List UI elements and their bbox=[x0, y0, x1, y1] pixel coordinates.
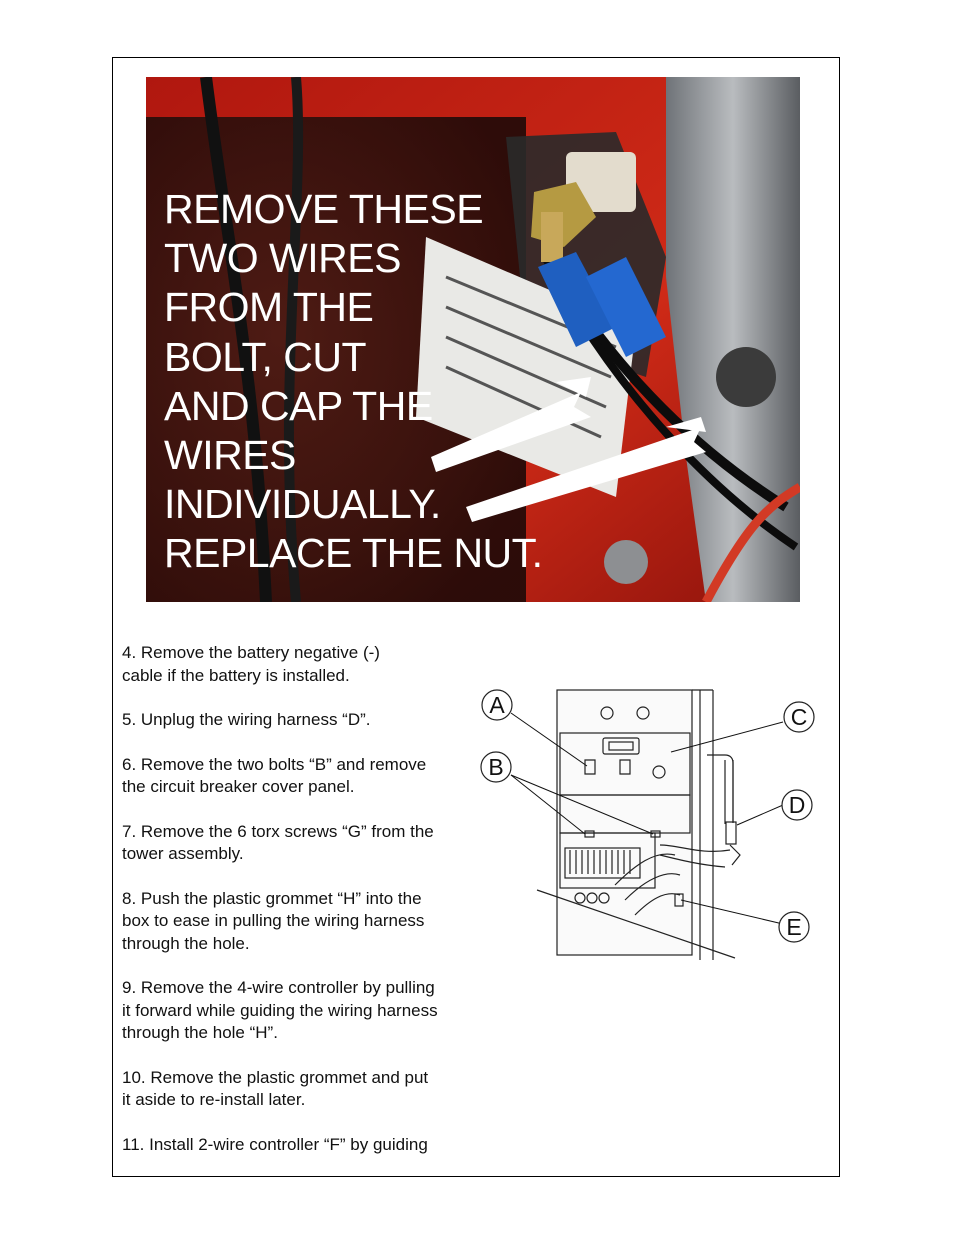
caption-line: FROM THE bbox=[164, 284, 374, 331]
controller-diagram bbox=[475, 680, 820, 970]
caption-line: INDIVIDUALLY. bbox=[164, 481, 441, 528]
step-6: 6. Remove the two bolts “B” and remove the circuit breaker cover panel. bbox=[122, 754, 427, 796]
step-8: 8. Push the plastic grommet “H” into the box to ease in pulling the wiring harness through the hole. bbox=[122, 888, 425, 953]
callout-label-b: B bbox=[488, 754, 504, 780]
caption-line: WIRES bbox=[164, 432, 296, 479]
caption-line: REMOVE THESE bbox=[164, 186, 484, 232]
caption-line: BOLT, CUT bbox=[164, 333, 367, 380]
diagram-drawing bbox=[475, 680, 820, 970]
step-7: 7. Remove the 6 torx screws “G” from the tower assembly. bbox=[122, 821, 434, 863]
caption-line: TWO WIRES bbox=[164, 235, 401, 282]
caption-line: REPLACE THE NUT. bbox=[164, 530, 543, 577]
step-4: 4. Remove the battery negative (-) cable if the battery is installed. bbox=[122, 643, 380, 685]
instruction-steps bbox=[122, 642, 477, 1178]
callout-label-a: A bbox=[489, 692, 505, 718]
photo-caption bbox=[164, 185, 584, 579]
callout-label-e: E bbox=[786, 914, 802, 940]
step-9: 9. Remove the 4-wire controller by pulling it forward while guiding the wiring harness through the hole “H”. bbox=[122, 978, 438, 1042]
step-10: 10. Remove the plastic grommet and put it aside to re-install later. bbox=[122, 1067, 429, 1109]
wiring-photo bbox=[146, 77, 800, 602]
step-5: 5. Unplug the wiring harness “D”. bbox=[122, 710, 371, 729]
step-11: 11. Install 2-wire controller “F” by guiding bbox=[122, 1134, 428, 1154]
caption-line: AND CAP THE bbox=[164, 382, 433, 429]
callout-label-d: D bbox=[788, 792, 806, 818]
callout-label-c: C bbox=[790, 704, 808, 730]
tower-outline bbox=[537, 690, 740, 960]
